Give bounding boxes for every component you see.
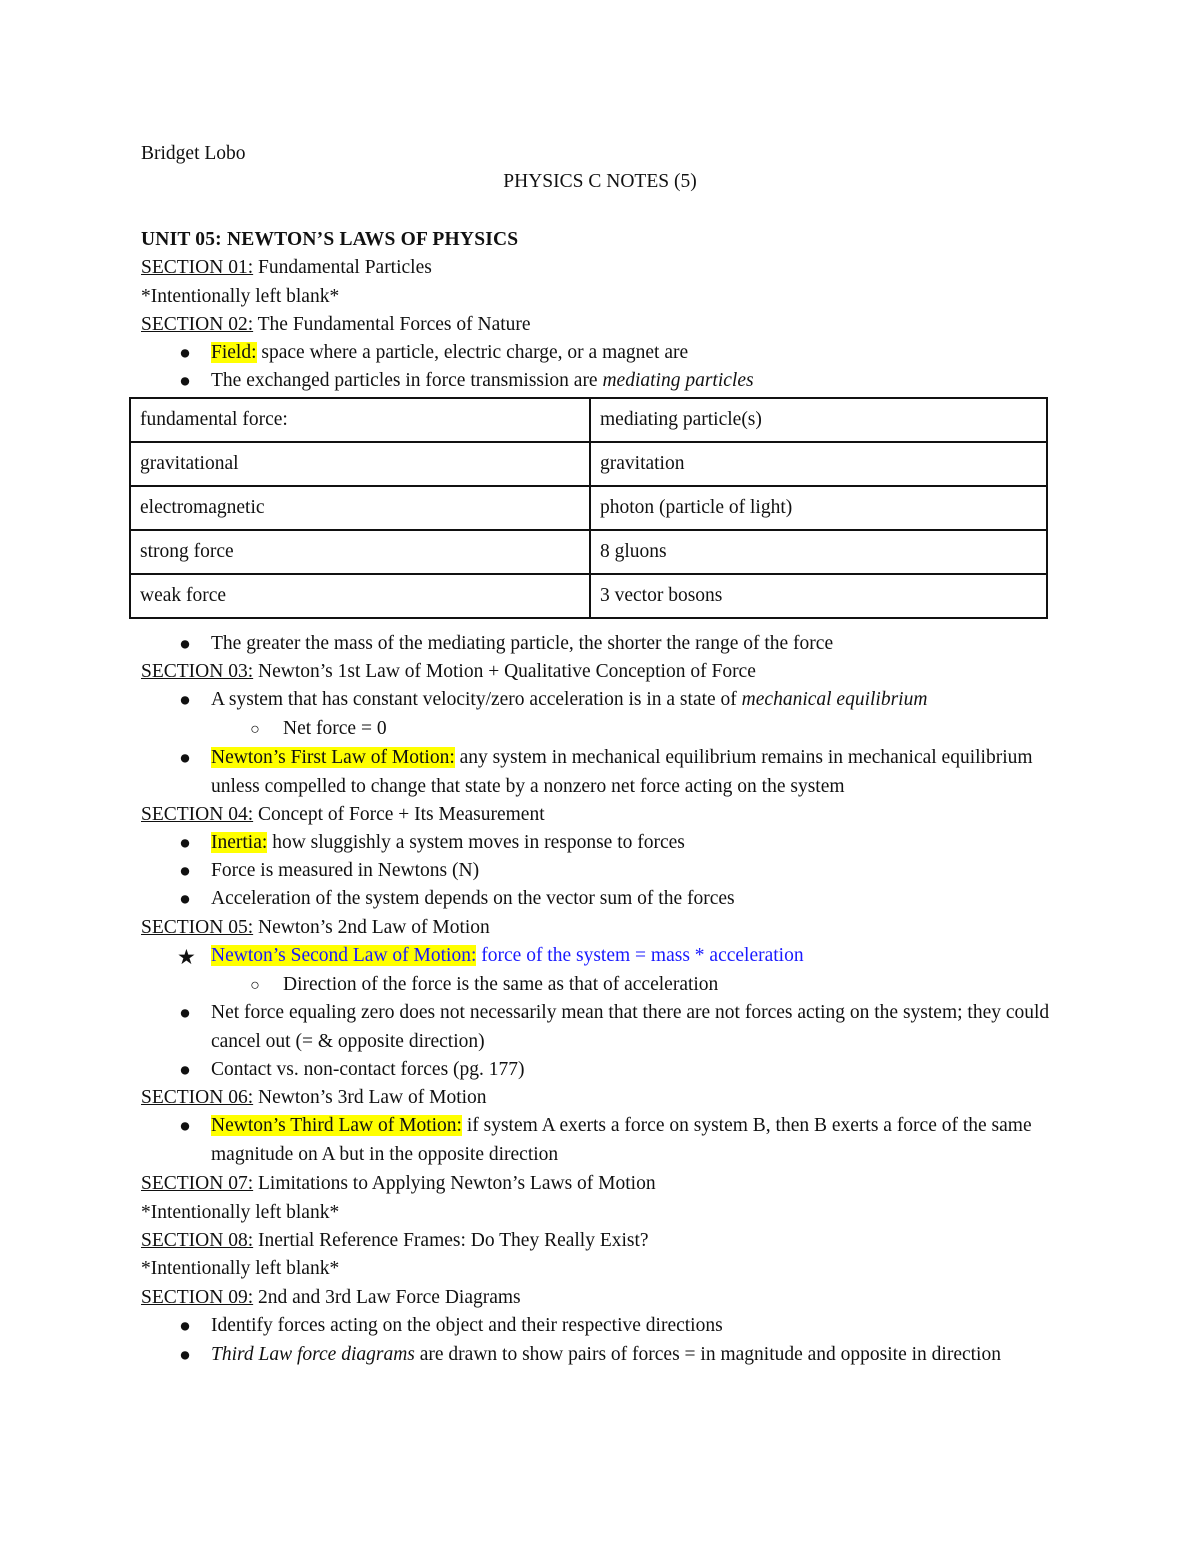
table-row [130,486,1047,530]
table-cell-particle: 3 vector bosons [590,574,1047,618]
bullet-icon: ● [179,634,191,655]
list-item-mediating [211,367,1050,396]
section-title: Inertial Reference Frames: Do They Really Exist? [253,1230,649,1251]
section-label: SECTION 04: [141,804,254,825]
section-label: SECTION 02: [141,314,254,335]
italic-term: Third Law force diagrams [211,1344,415,1365]
list-item-first-law [211,744,1050,801]
sub-bullet-icon: ○ [250,721,260,738]
highlighted-term: Newton’s Second Law of Motion: [211,945,477,966]
bullet-icon: ● [179,1316,191,1337]
bullet-icon: ● [179,1345,191,1366]
table-cell-force: gravitational [130,442,590,486]
list-item-third-law-diagrams [211,1341,1050,1370]
list-item-second-law [211,942,1050,971]
table-cell-force: fundamental force: [130,398,590,442]
highlighted-term: Inertia: [211,832,268,853]
list-item-identify: Identify forces acting on the object and their respective directions [211,1315,723,1336]
section-05-heading [141,914,1070,942]
list-item-equilibrium [211,686,1050,715]
star-icon: ★ [177,945,196,969]
section-08-heading [141,1227,1070,1255]
document-title: PHYSICS C NOTES (5) [503,171,697,192]
table-cell-particle: 8 gluons [590,530,1047,574]
bullet-icon: ● [179,371,191,392]
list-item-text: The exchanged particles in force transmission are [211,370,603,391]
list-item-contact: Contact vs. non-contact forces (pg. 177) [211,1059,525,1080]
section-02-heading [141,311,1070,339]
list-item-range: The greater the mass of the mediating particle, the shorter the range of the force [211,633,834,654]
bullet-icon: ● [179,690,191,711]
author-name: Bridget Lobo [141,143,246,164]
forces-table [129,397,1048,619]
section-title: 2nd and 3rd Law Force Diagrams [253,1287,521,1308]
bullet-icon: ● [179,833,191,854]
bullet-icon: ● [179,861,191,882]
section-01-heading [141,254,1070,282]
table-cell-force: weak force [130,574,590,618]
bullet-icon: ● [179,1060,191,1081]
bullet-icon: ● [179,343,191,364]
section-label: SECTION 03: [141,661,254,682]
section-title: Newton’s 2nd Law of Motion [253,917,490,938]
section-08-note: *Intentionally left blank* [141,1258,340,1279]
list-item-text: if system A exerts a force on system B, then B exerts a force of the same magnitude on A but in the opposite direction [211,1115,1032,1165]
section-07-heading [141,1170,1070,1198]
section-label: SECTION 09: [141,1287,254,1308]
sub-list-item: Direction of the force is the same as that of acceleration [283,974,719,995]
bullet-icon: ● [179,1116,191,1137]
list-item-text: how sluggishly a system moves in response to forces [267,832,685,853]
italic-term: mechanical equilibrium [741,689,928,710]
table-row [130,530,1047,574]
list-item-net-force: Net force equaling zero does not necessarily mean that there are not forces acting on the system; they could cancel out (= & opposite direction) [211,1002,1050,1052]
section-title: Newton’s 1st Law of Motion + Qualitative Conception of Force [253,661,756,682]
formula-text: force of the system = mass * acceleration [476,945,804,966]
table-cell-particle: photon (particle of light) [590,486,1047,530]
list-item-text: A system that has constant velocity/zero acceleration is in a state of [211,689,742,710]
section-title: The Fundamental Forces of Nature [253,314,531,335]
table-cell-particle: mediating particle(s) [590,398,1047,442]
section-07-note: *Intentionally left blank* [141,1202,340,1223]
section-04-heading [141,801,1070,829]
section-label: SECTION 08: [141,1230,254,1251]
table-row [130,574,1047,618]
section-06-heading [141,1084,1070,1112]
table-cell-force: strong force [130,530,590,574]
section-title: Limitations to Applying Newton’s Laws of Motion [253,1173,656,1194]
bullet-icon: ● [179,889,191,910]
highlighted-term: Newton’s First Law of Motion: [211,747,455,768]
list-item-third-law [211,1112,1050,1169]
table-cell-force: electromagnetic [130,486,590,530]
table-row [130,398,1047,442]
list-item-inertia [211,829,1050,858]
section-label: SECTION 01: [141,257,254,278]
bullet-icon: ● [179,1003,191,1024]
list-item-newtons: Force is measured in Newtons (N) [211,860,480,881]
table-row [130,442,1047,486]
unit-heading: UNIT 05: NEWTON’S LAWS OF PHYSICS [141,229,519,250]
list-item-text: are drawn to show pairs of forces = in magnitude and opposite in direction [414,1344,1001,1365]
section-03-heading [141,658,1070,686]
section-label: SECTION 06: [141,1087,254,1108]
list-item-text: any system in mechanical equilibrium remains in mechanical equilibrium unless compelled to change that state by a nonzero net force acting on the system [211,747,1033,797]
section-title: Newton’s 3rd Law of Motion [253,1087,487,1108]
table-cell-particle: gravitation [590,442,1047,486]
forces-table-body [130,398,1047,618]
section-label: SECTION 07: [141,1173,254,1194]
section-01-note: *Intentionally left blank* [141,286,340,307]
sub-list-item: Net force = 0 [283,718,387,739]
highlighted-term: Field: [211,342,257,363]
list-item-text: space where a particle, electric charge, or a magnet are [256,342,689,363]
bullet-icon: ● [179,748,191,769]
list-item-field [211,339,1050,368]
highlighted-term: Newton’s Third Law of Motion: [211,1115,462,1136]
list-item-vector-sum: Acceleration of the system depends on the vector sum of the forces [211,888,735,909]
section-title: Fundamental Particles [253,257,432,278]
section-title: Concept of Force + Its Measurement [253,804,545,825]
section-09-heading [141,1284,1070,1312]
italic-term: mediating particles [602,370,754,391]
sub-bullet-icon: ○ [250,977,260,994]
section-label: SECTION 05: [141,917,254,938]
